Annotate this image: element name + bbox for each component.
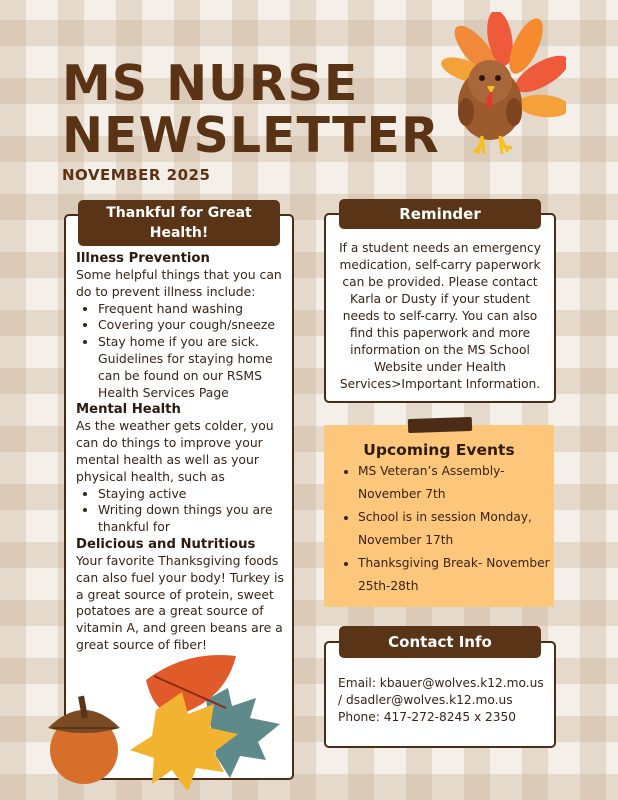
- event-item: • MS Veteran’s Assembly- November 7th: [358, 460, 570, 506]
- contact-email: Email: kbauer@wolves.k12.mo.us / dsadler@wolves.k12.mo.us: [338, 676, 544, 707]
- newsletter-title: [62, 55, 440, 164]
- health-panel-content: [76, 250, 290, 654]
- events-title: Upcoming Events: [363, 441, 515, 459]
- events-list: [336, 460, 570, 598]
- title-line-1: MS NURSE: [62, 55, 359, 112]
- reminder-header: Reminder: [339, 199, 541, 229]
- title-line-2: NEWSLETTER: [62, 107, 440, 164]
- list-item: • Staying active: [98, 486, 290, 503]
- list-item: • Covering your cough/sneeze: [98, 317, 290, 334]
- autumn-leaves-icon: [36, 640, 298, 790]
- contact-header: Contact Info: [339, 626, 541, 658]
- reminder-text: If a student needs an emergency medication, self-carry paperwork can be provided. Please contact Karla or Dusty if your student needs to self-carry. You can also find this paperwork and more information on the MS School Website under Health Services>Important Information.: [339, 241, 541, 391]
- contact-text: [338, 675, 550, 726]
- tape-decoration: [408, 417, 472, 433]
- mental-intro: As the weather gets colder, you can do things to improve your mental health as well as your physical health, such as: [76, 418, 274, 484]
- nutrition-text: Your favorite Thanksgiving foods can also fuel your body! Turkey is a great source of protein, sweet potatoes are a great source of vitamin A, and green beans are a great source of fiber!: [76, 552, 284, 652]
- contact-phone: Phone: 417-272-8245 x 2350: [338, 710, 517, 724]
- newsletter-date: NOVEMBER 2025: [62, 166, 211, 184]
- list-item: • Frequent hand washing: [98, 301, 290, 318]
- illness-list: [76, 301, 290, 402]
- illness-heading: Illness Prevention: [76, 251, 210, 266]
- mental-heading: Mental Health: [76, 402, 181, 418]
- turkey-icon: [438, 12, 566, 170]
- event-item: • Thanksgiving Break- November 25th-28th: [358, 552, 570, 598]
- nutrition-heading: Delicious and Nutritious: [76, 536, 256, 552]
- mental-list: [76, 486, 290, 536]
- event-item: • School is in session Monday, November 17th: [358, 506, 570, 552]
- list-item: • Writing down things you are thankful for: [98, 502, 290, 536]
- list-item: • Stay home if you are sick. Guidelines for staying home can be found on our RSMS Health Services Page: [98, 334, 290, 401]
- illness-intro: Some helpful things that you can do to prevent illness include:: [76, 267, 282, 299]
- health-panel-header: Thankful for Great Health!: [78, 200, 280, 246]
